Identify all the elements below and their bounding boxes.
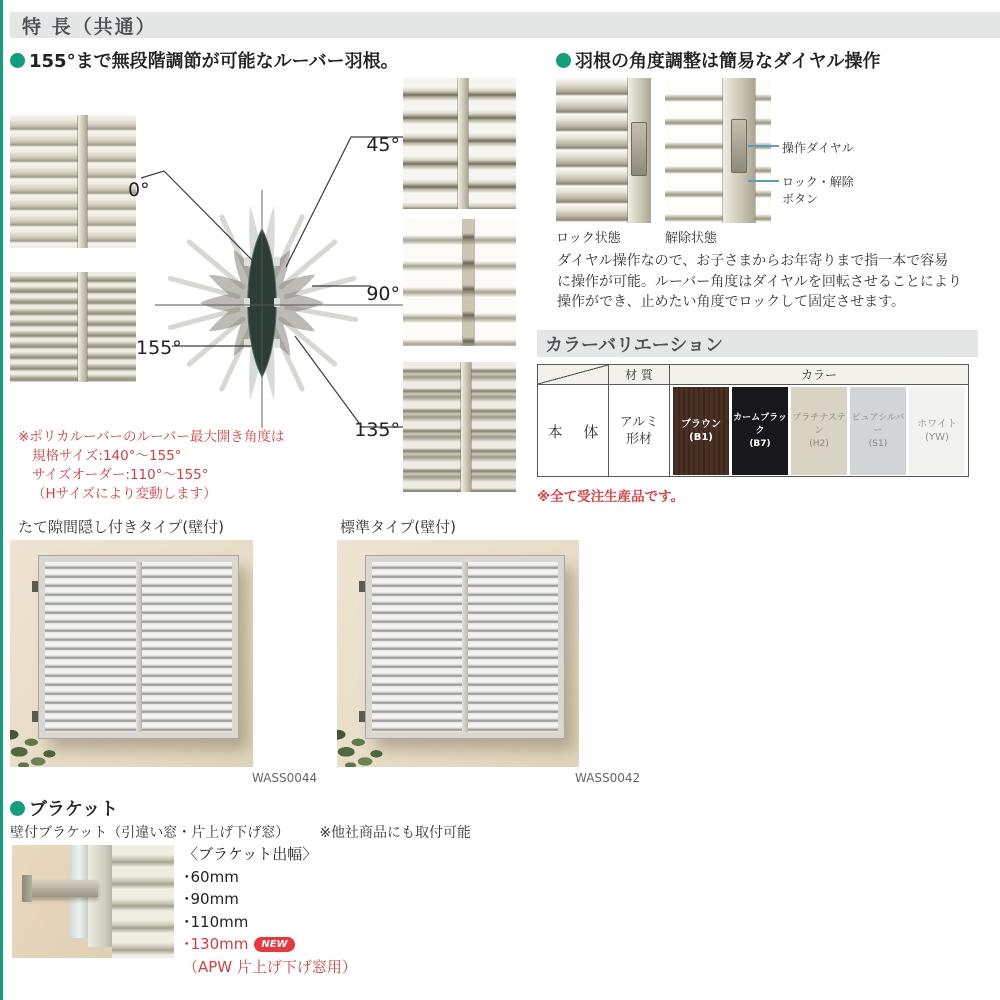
product-right-title: 標準タイプ(壁付) — [340, 518, 456, 536]
swatch-code: (B1) — [689, 432, 713, 443]
locked-state-label: ロック状態 — [556, 231, 621, 246]
swatch-name: プラチナステン — [792, 412, 846, 436]
bracket-item-new-label: ･130mm — [183, 935, 249, 953]
bracket-plate — [22, 875, 31, 902]
dial-callout-label: 操作ダイヤル — [782, 141, 854, 155]
feature-louver-title — [10, 47, 399, 73]
color-table — [537, 364, 969, 477]
color-table-body-row — [538, 385, 968, 477]
bracket-item: ･90mm — [183, 890, 239, 908]
swatch-code: (B7) — [749, 438, 771, 449]
bracket-compat-note: ※他社商品にも取付可能 — [319, 825, 472, 841]
bracket-depth-list — [183, 843, 357, 978]
louver-rail — [461, 362, 471, 492]
note-line: 規格サイズ:140°～155° — [32, 448, 182, 464]
louver-rail — [78, 272, 87, 382]
color-swatch-calm-black — [732, 387, 788, 475]
swatch-name: ピュアシルバー — [851, 412, 905, 436]
swatch-code: (S1) — [868, 438, 888, 449]
angle-label-0: 0° — [128, 179, 150, 201]
swatch-code: (H2) — [809, 438, 829, 449]
material-value-cell — [609, 385, 670, 477]
angle-label-90: 90° — [366, 283, 400, 305]
louver-rail — [463, 219, 474, 346]
photo-unlocked-state — [665, 78, 771, 223]
note-line: サイズオーダー:110°～155° — [32, 467, 209, 483]
louver-rotation-diagram — [127, 160, 397, 450]
description-line: に操作が可能。ルーバー角度はダイヤルを回転させることにより — [557, 273, 962, 290]
dial-description — [557, 251, 962, 313]
color-swatch-white — [909, 387, 965, 475]
bracket-subtitle-row — [10, 822, 471, 842]
diagonal-cell — [538, 365, 609, 384]
wall-bracket — [27, 880, 98, 897]
plant-decoration — [10, 677, 88, 767]
bracket-subtitle: 壁付ブラケット（引違い窓・片上げ下げ窓） — [10, 825, 290, 841]
angle-label-155: 155° — [136, 337, 182, 359]
product-left-title: たて隙間隠し付きタイプ(壁付) — [18, 518, 224, 536]
color-table-header-row — [538, 365, 968, 385]
photo-product-right — [337, 540, 579, 767]
lock-button-callout-line2: ボタン — [782, 192, 819, 206]
green-bullet-icon — [10, 53, 25, 68]
dial-unit — [731, 119, 747, 173]
photo-louver-90deg — [403, 219, 516, 346]
color-header-cell: カラー — [800, 368, 837, 382]
feature-dial-title — [556, 47, 880, 73]
bracket-item: ･60mm — [183, 867, 239, 886]
louver-rail — [458, 78, 468, 209]
photo-product-left — [10, 540, 253, 767]
unlocked-state-label: 解除状態 — [665, 231, 718, 246]
photo-caption-right: WASS0042 — [575, 771, 641, 785]
color-swatch-platinum-stain — [791, 387, 847, 475]
note-line: （Hサイズにより変動します） — [32, 486, 217, 502]
louver-rail — [78, 115, 87, 248]
angle-label-135: 135° — [354, 419, 400, 441]
section-header-label: 特 長（共通） — [22, 15, 157, 38]
color-swatch-pure-silver — [850, 387, 906, 475]
material-header-cell: 材 質 — [609, 365, 670, 384]
photo-bracket — [12, 845, 174, 958]
bracket-item: ･110mm — [183, 912, 249, 931]
bracket-list-header: 〈ブラケット出幅〉 — [183, 845, 318, 863]
green-bullet-icon — [556, 53, 571, 68]
page-edge-accent — [0, 0, 3, 1000]
feature-louver-title-label: 155°まで無段階調節が可能なルーバー羽根。 — [29, 51, 399, 72]
angle-label-45: 45° — [366, 134, 400, 156]
note-line: ※ポリカルーバーのルーバー最大開き角度は — [18, 429, 285, 445]
bracket-item-new — [183, 933, 357, 956]
new-badge: NEW — [254, 937, 294, 952]
section-header — [10, 12, 1000, 38]
description-line: 操作ができ、止めたい角度でロックして固定させます。 — [557, 294, 906, 310]
material-line: アルミ — [619, 415, 659, 430]
swatch-name: ホワイト — [917, 419, 957, 430]
louver-edge — [112, 845, 174, 958]
color-swatch-brown — [673, 387, 729, 475]
photo-louver-155deg — [10, 272, 136, 382]
swatch-code: (YW) — [925, 432, 949, 443]
dial-unit — [631, 122, 647, 176]
bracket-new-note: （APW 片上げ下げ窓用） — [183, 957, 357, 976]
polycarbonate-note — [18, 428, 284, 504]
swatch-strip — [670, 385, 968, 477]
photo-locked-state — [556, 78, 651, 223]
color-variation-header — [537, 330, 978, 357]
photo-louver-45deg — [403, 78, 516, 209]
photo-louver-0deg — [10, 115, 136, 248]
description-line: ダイヤル操作なので、お子さまからお年寄りまで指一本で容易 — [557, 253, 949, 269]
green-bullet-icon — [10, 801, 25, 816]
swatch-name: ブラウン — [681, 419, 721, 430]
feature-dial-title-label: 羽根の角度調整は簡易なダイヤル操作 — [575, 51, 881, 72]
swatch-name: カームブラック — [733, 412, 787, 436]
photo-louver-135deg — [403, 362, 516, 492]
bracket-section-title — [10, 795, 118, 821]
material-line: 形材 — [625, 432, 652, 447]
row-label-cell: 本 体 — [538, 385, 609, 477]
bracket-title-label: ブラケット — [29, 799, 119, 820]
lock-button-callout-line1: ロック・解除 — [782, 175, 854, 189]
photo-caption-left: WASS0044 — [252, 771, 318, 785]
color-variation-header-label: カラーバリエーション — [545, 334, 724, 356]
plant-decoration — [337, 677, 415, 767]
made-to-order-note: ※全て受注生産品です。 — [537, 489, 685, 505]
